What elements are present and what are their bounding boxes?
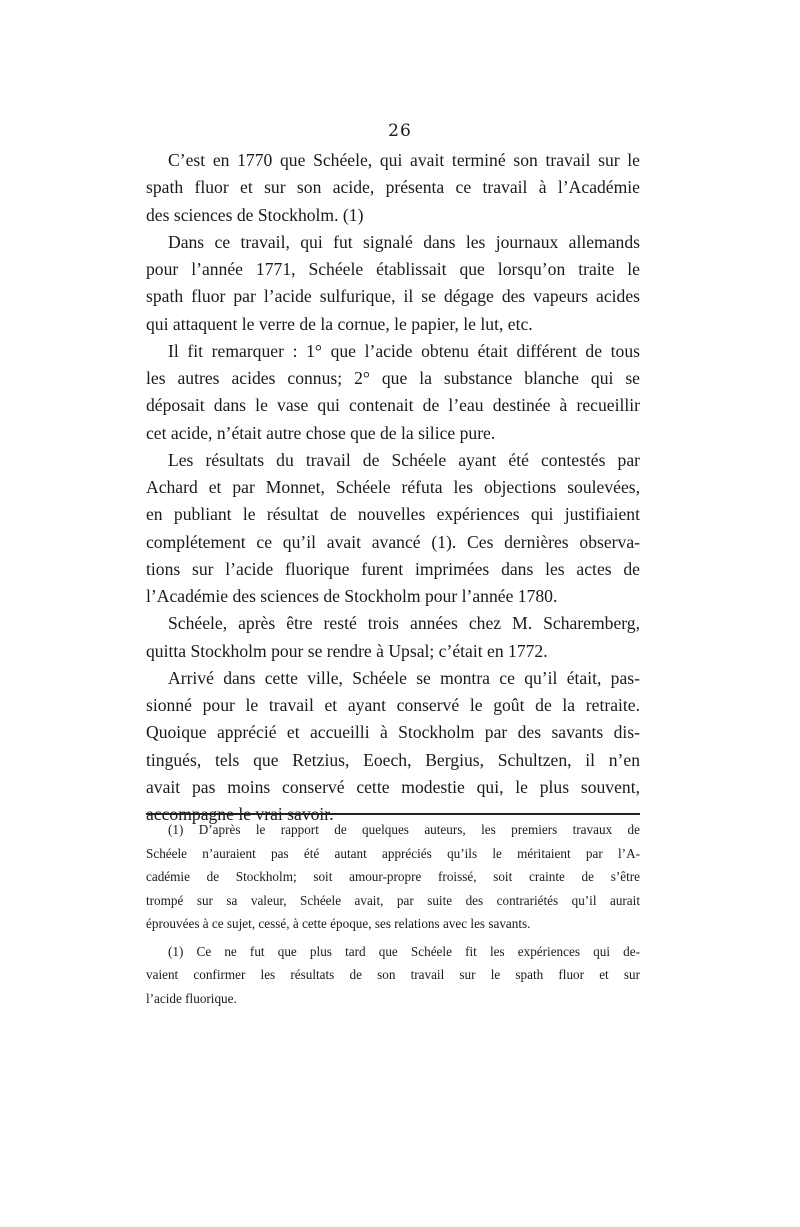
body-line: l’Académie des sciences de Stockholm pour l’année 1780. — [146, 586, 558, 606]
body-line: Arrivé dans cette ville, Schéele se montra ce qu’il était, pas- — [168, 667, 640, 688]
body-line: spath fluor et sur son acide, présenta ce travail à l’Académie — [146, 177, 640, 198]
body-line: Achard et par Monnet, Schéele réfuta les objections soulevées, — [146, 477, 640, 497]
body-line: tions sur l’acide fluorique furent imprimées dans les actes de — [146, 558, 640, 579]
body-line: pour l’année 1771, Schéele établissait que lorsqu’on traite le — [146, 259, 640, 279]
footnote-line: vaient confirmer les résultats de son travail sur le spath fluor et sur — [146, 967, 640, 982]
body-line: sionné pour le travail et ayant conservé le goût de la retraite. — [146, 695, 640, 715]
body-text — [146, 147, 640, 828]
footnote — [146, 818, 640, 936]
body-line: cet acide, n’était autre chose que de la silice pure. — [146, 422, 496, 443]
body-line: Dans ce travail, qui fut signalé dans les journaux allemands — [168, 231, 640, 252]
footnote — [146, 940, 640, 1011]
footnote-line: l’acide fluorique. — [146, 990, 237, 1006]
footnote-line: (1) Ce ne fut que plus tard que Schéele fit les expériences qui de- — [168, 943, 640, 959]
body-line: les autres acides connus; 2° que la substance blanche qui se — [146, 368, 640, 388]
body-line: complétement ce qu’il avait avancé (1). Ces dernières observa- — [146, 531, 640, 552]
footnote-line: trompé sur sa valeur, Schéele avait, par suite des contrariétés qu’il aurait — [146, 892, 640, 908]
body-line: tingués, tels que Retzius, Eoech, Bergius, Schultzen, il n’en — [146, 749, 640, 770]
footnotes — [146, 818, 640, 1010]
page-number: 26 — [388, 121, 412, 141]
body-line: des sciences de Stockholm. (1) — [146, 204, 364, 225]
footnote-separator — [146, 813, 640, 815]
body-line: Il fit remarquer : 1° que l’acide obtenu était différent de tous — [168, 340, 640, 361]
body-line: Quoique apprécié et accueilli à Stockholm par des savants dis- — [146, 722, 640, 743]
body-line: qui attaquent le verre de la cornue, le papier, le lut, etc. — [146, 313, 533, 334]
footnote-line: (1) D’après le rapport de quelques auteurs, les premiers travaux de — [168, 822, 640, 837]
body-line: accompagne le vrai savoir. — [146, 804, 334, 824]
body-line: déposait dans le vase qui contenait de l’eau destinée à recueillir — [146, 395, 640, 416]
body-line: quitta Stockholm pour se rendre à Upsal; c’était en 1772. — [146, 640, 548, 661]
body-line: Les résultats du travail de Schéele ayant été contestés par — [168, 449, 640, 470]
body-line: en publiant le résultat de nouvelles expériences qui justifiaient — [146, 504, 640, 525]
footnote-line: cadémie de Stockholm; soit amour-propre froissé, soit crainte de s’être — [146, 869, 640, 884]
footnote-line: Schéele n’auraient pas été autant appréciés qu’ils le méritaient par l’A- — [146, 845, 640, 861]
body-line: C’est en 1770 que Schéele, qui avait terminé son travail sur le — [168, 150, 640, 170]
footnote-line: éprouvées à ce sujet, cessé, à cette époque, ses relations avec les savants. — [146, 916, 531, 931]
body-line: Schéele, après être resté trois années chez M. Scharemberg, — [168, 613, 640, 634]
body-line: spath fluor par l’acide sulfurique, il se dégage des vapeurs acides — [146, 286, 640, 307]
body-line: avait pas moins conservé cette modestie qui, le plus souvent, — [146, 776, 640, 797]
